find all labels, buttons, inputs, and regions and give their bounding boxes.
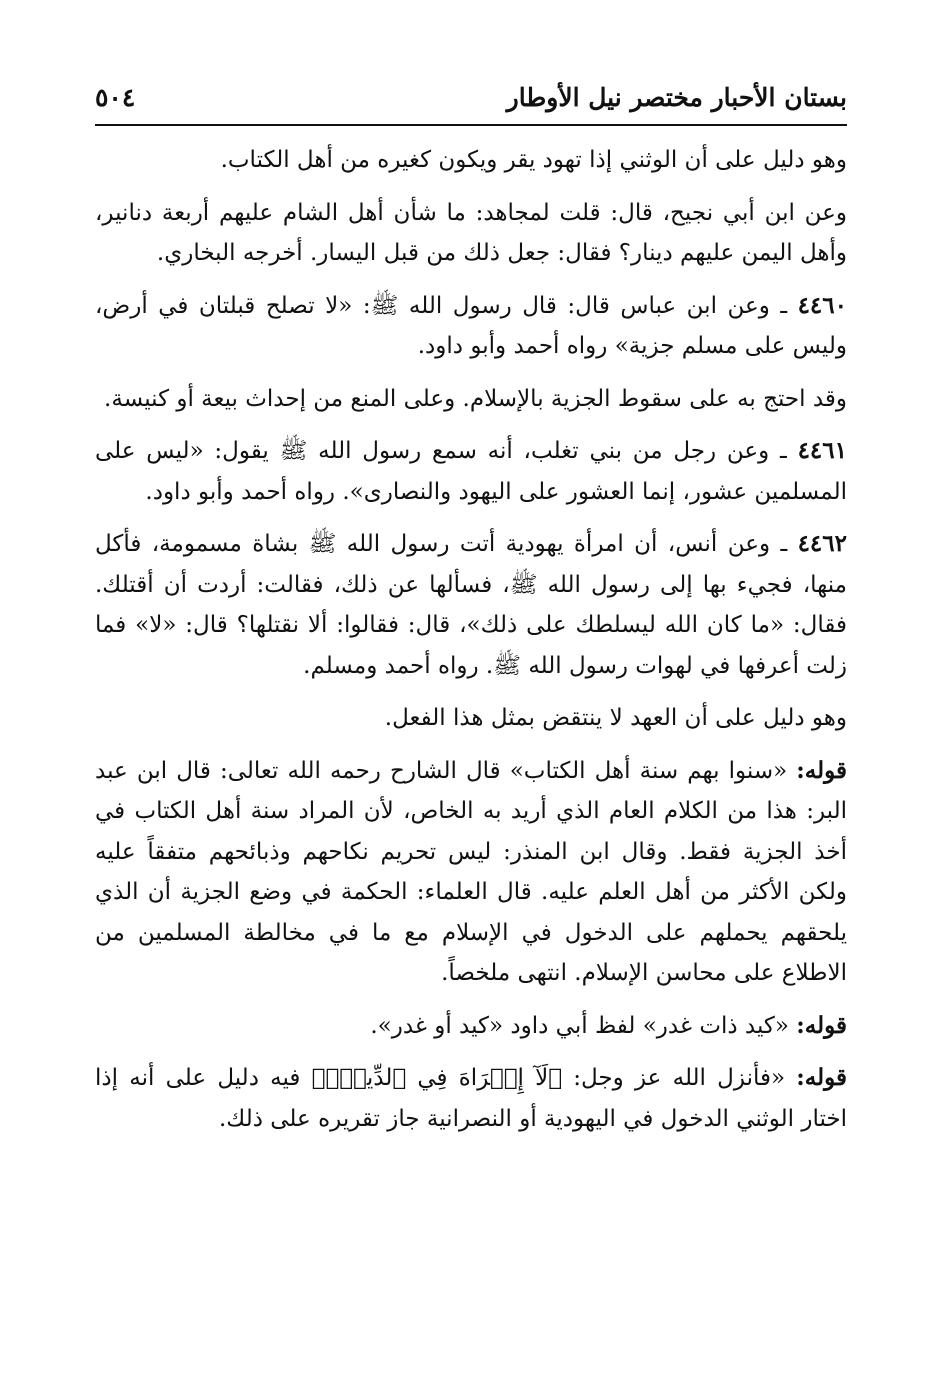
paragraph-ibn-abi-najih: وعن ابن أبي نجيح، قال: قلت لمجاهد: ما شأن أهل الشام عليهم أربعة دنانير، وأهل اليمن عليهم دينار؟ فقال: جعل ذلك من قبل اليسار. أخرجه البخاري. bbox=[95, 199, 847, 266]
hadith-text: ـ وعن رجل من بني تغلب، أنه سمع رسول الله ﷺ يقول: «ليس على المسلمين عشور، إنما العشور على اليهود والنصارى». رواه أحمد وأبو داود. bbox=[95, 438, 847, 505]
commentary-la-ikraha bbox=[95, 1058, 847, 1139]
main-text bbox=[95, 140, 847, 1139]
paragraph-commentary-2: وقد احتج به على سقوط الجزية بالإسلام. وعلى المنع من إحداث بيعة أو كنيسة. bbox=[104, 385, 847, 412]
qawluhu-label: قوله: bbox=[796, 1011, 847, 1039]
hadith-number: ٤٤٦٢ bbox=[797, 530, 847, 557]
book-page bbox=[95, 80, 847, 1151]
qawluhu-label: قوله: bbox=[796, 756, 847, 784]
commentary-text: «كيد ذات غدر» لفظ أبي داود «كيد أو غدر». bbox=[370, 1012, 797, 1039]
hadith-4461 bbox=[95, 431, 847, 512]
commentary-text: «سنوا بهم سنة أهل الكتاب» قال الشارح رحمه الله تعالى: قال ابن عبد البر: هذا من الكلام العام الذي أريد به الخاص، لأن المراد سنة أهل الكتاب في أخذ الجزية فقط. وقال ابن المنذر: ليس تحريم نكاحهم وذبائحهم متفقاً عليه ولكن الأكثر من أهل العلم عليه. قال العلماء: الحكمة في وضع الجزية أن الذي يلحقهم يحملهم على الدخول في الإسلام مع ما في مخالطة المسلمين من الاطلاع على محاسن الإسلام. انتهى ملخصاً. bbox=[95, 757, 847, 986]
hadith-number: ٤٤٦١ bbox=[797, 437, 847, 464]
paragraph-commentary-3: وهو دليل على أن العهد لا ينتقض بمثل هذا الفعل. bbox=[384, 705, 847, 731]
hadith-text: ـ وعن أنس، أن امرأة يهودية أتت رسول الله ﷺ بشاة مسمومة، فأكل منها، فجيء بها إلى رسول الله ﷺ، فسألها عن ذلك، فقالت: أردت أن أقتلك. فقال: «ما كان الله ليسلطك على ذلك»، قال: فقالوا: ألا نقتلها؟ قال: «لا» فما زلت أعرفها في لهوات رسول الله ﷺ. رواه أحمد ومسلم. bbox=[95, 531, 847, 679]
running-title: بستان الأحبار مختصر نيل الأوطار bbox=[506, 83, 847, 112]
paragraph-commentary-1: وهو دليل على أن الوثني إذا تهود يقر ويكون كغيره من أهل الكتاب. bbox=[220, 147, 847, 173]
running-header bbox=[95, 80, 847, 126]
commentary-kayd bbox=[95, 1006, 847, 1047]
hadith-number: ٤٤٦٠ bbox=[797, 291, 847, 319]
commentary-text: «فأنزل الله عز وجل: ﴿لَآ إِكۡرَاهَ فِي ٱلدِّينِۖ﴾ فيه دليل على أنه إذا اختار الوثني الدخول في اليهودية أو النصرانية جاز تقريره على ذلك. bbox=[95, 1065, 847, 1132]
commentary-sunnu bbox=[95, 751, 847, 994]
qawluhu-label: قوله: bbox=[796, 1064, 847, 1091]
page-number: ٥٠٤ bbox=[95, 83, 136, 112]
hadith-4462 bbox=[95, 524, 847, 686]
hadith-text: ـ وعن ابن عباس قال: قال رسول الله ﷺ: «لا تصلح قبلتان في أرض، وليس على مسلم جزية» رواه أحمد وأبو داود. bbox=[95, 292, 847, 359]
hadith-4460 bbox=[95, 286, 847, 367]
